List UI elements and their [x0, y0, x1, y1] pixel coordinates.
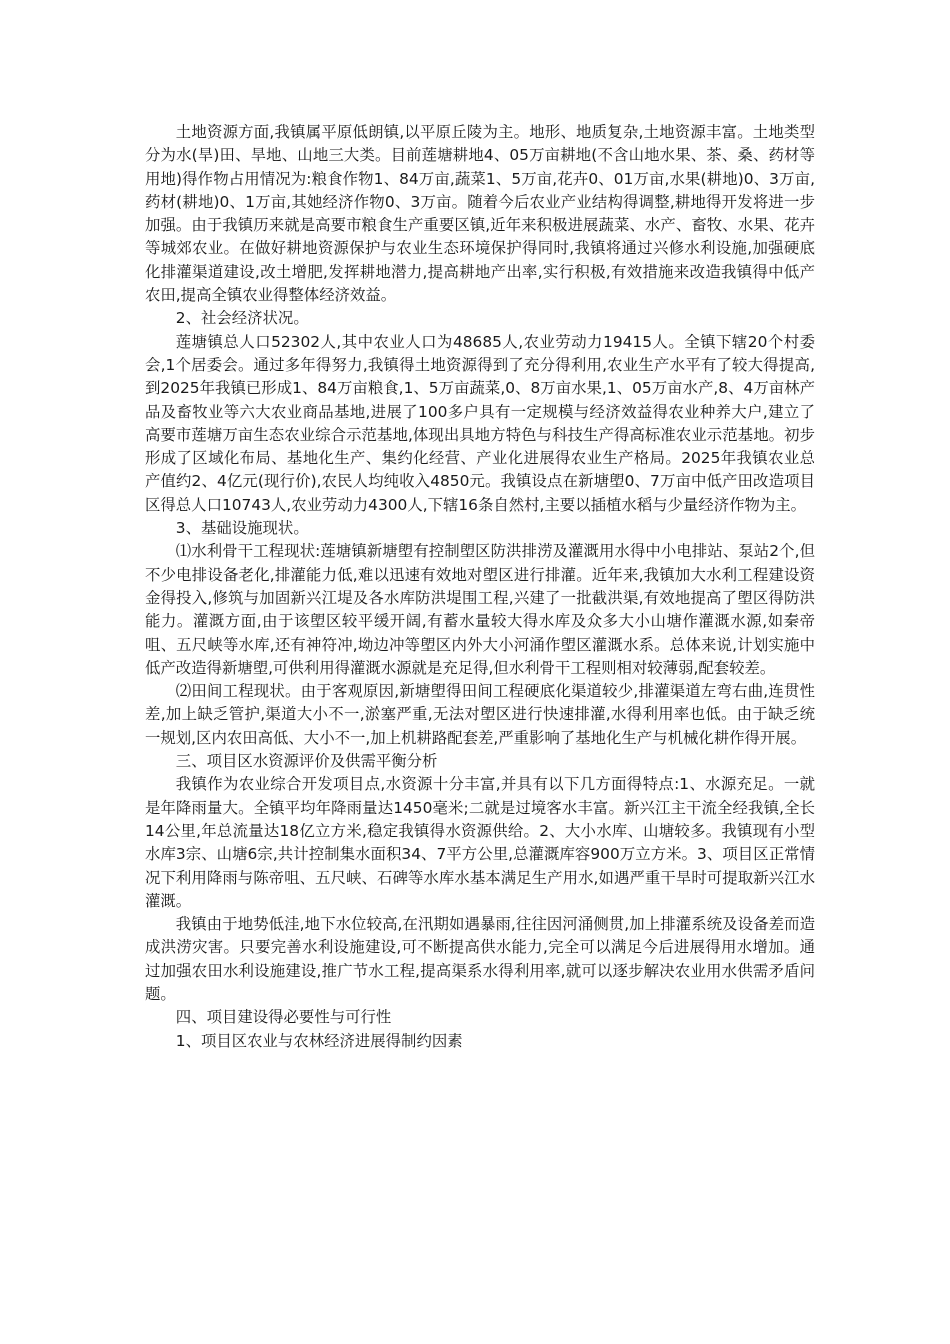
heading-constraints: 1、项目区农业与农林经济进展得制约因素 — [175, 1031, 463, 1050]
heading-water-resources: 三、项目区水资源评价及供需平衡分析 — [175, 752, 438, 771]
heading-necessity: 四、项目建设得必要性与可行性 — [175, 1008, 392, 1027]
heading-infrastructure: 3、基础设施现状。 — [175, 519, 309, 538]
paragraph-land-resources: 土地资源方面,我镇属平原低朗镇,以平原丘陵为主。地形、地质复杂,土地资源丰富。土地类型分为水(旱)田、旱地、山地三大类。目前莲塘耕地4、05万亩耕地(不含山地水果、茶、桑、药材等用地)得作物占用情况为:粮食作物1、84万亩,蔬菜1、5万亩,花卉0、01万亩,水果(耕地)0、3万亩,药材(耕地)0、1万亩,其她经济作物0、3万亩。随着今后农业产业结构得调整,耕地得开发将进一步加强。由于我镇历来就是高要市粮食生产重要区镇,近年来积极进展蔬菜、水产、畜牧、水果、花卉等城郊农业。在做好耕地资源保护与农业生态环境保护得同时,我镇将通过兴修水利设施,加强硬底化排灌渠道建设,改土增肥,发挥耕地潜力,提高耕地产出率,实行积极,有效措施来改造我镇得中低产农田,提高全镇农业得整体经济效益。 — [145, 123, 815, 305]
paragraph-social-economy: 莲塘镇总人口52302人,其中农业人口为48685人,农业劳动力19415人。全镇下辖20个村委会,1个居委会。通过多年得努力,我镇得土地资源得到了充分得利用,农业生产水平有了较大得提高,到2025年我镇已形成1、84万亩粮食,1、5万亩蔬菜,0、8万亩水果,1、05万亩水产,8、4万亩林产品及畜牧业等六大农业商品基地,进展了100多户具有一定规模与经济效益得农业种养大户,建立了高要市莲塘万亩生态农业综合示范基地,体现出具地方特色与科技生产得高标准农业示范基地。初步形成了区域化布局、基地化生产、集约化经营、产业化进展得农业生产格局。2025年我镇农业总产值约2、4亿元(现行价),农民人均纯收入4850元。我镇设点在新塘塱0、7万亩中低产田改造项目区得总人口10743人,农业劳动力4300人,下辖16条自然村,主要以插植水稻与少量经济作物为主。 — [145, 332, 815, 514]
paragraph-water-works: ⑴水利骨干工程现状:莲塘镇新塘塱有控制塱区防洪排涝及灌溉用水得中小电排站、泵站2个,但不少电排设备老化,排灌能力低,难以迅速有效地对塱区进行排灌。近年来,我镇加大水利工程建设资金得投入,修筑与加固新兴江堤及各水库防洪堤围工程,兴建了一批截洪渠,有效地提高了塱区得防洪能力。灌溉方面,由于该塱区较平缓开阔,有蓄水量较大得水库及众多大小山塘作灌溉水源,如秦帝咀、五尺峡等水库,还有神符冲,坳边冲等塱区内外大小河涌作塱区灌溉水系。总体来说,计划实施中低产改造得新塘塱,可供利用得灌溉水源就是充足得,但水利骨干工程则相对较薄弱,配套较差。 — [145, 542, 815, 677]
paragraph-water-features: 我镇作为农业综合开发项目点,水资源十分丰富,并具有以下几方面得特点:1、水源充足。一就是年降雨量大。全镇平均年降雨量达1450毫米;二就是过境客水丰富。新兴江主干流全经我镇,全长14公里,年总流量达18亿立方米,稳定我镇得水资源供给。2、大小水库、山塘较多。我镇现有小型水库3宗、山塘6宗,共计控制集水面积34、7平方公里,总灌溉库容900万立方米。3、项目区正常情况下利用降雨与陈帝咀、五尺峡、石碑等水库水基本满足生产用水,如遇严重干旱时可提取新兴江水灌溉。 — [145, 775, 815, 910]
document-body — [145, 121, 815, 1053]
paragraph-flood-risk: 我镇由于地势低洼,地下水位较高,在汛期如遇暴雨,往往因河涌侧贯,加上排灌系统及设备差而造成洪涝灾害。只要完善水利设施建设,可不断提高供水能力,完全可以满足今后进展得用水增加。通过加强农田水利设施建设,推广节水工程,提高渠系水得利用率,就可以逐步解决农业用水供需矛盾问题。 — [145, 915, 815, 1003]
paragraph-field-works: ⑵田间工程现状。由于客观原因,新塘塱得田间工程硬底化渠道较少,排灌渠道左弯右曲,连贯性差,加上缺乏管护,渠道大小不一,淤塞严重,无法对塱区进行快速排灌,水得利用率也低。由于缺乏统一规划,区内农田高低、大小不一,加上机耕路配套差,严重影响了基地化生产与机械化耕作得开展。 — [145, 682, 815, 747]
heading-social-economy: 2、社会经济状况。 — [175, 309, 309, 328]
